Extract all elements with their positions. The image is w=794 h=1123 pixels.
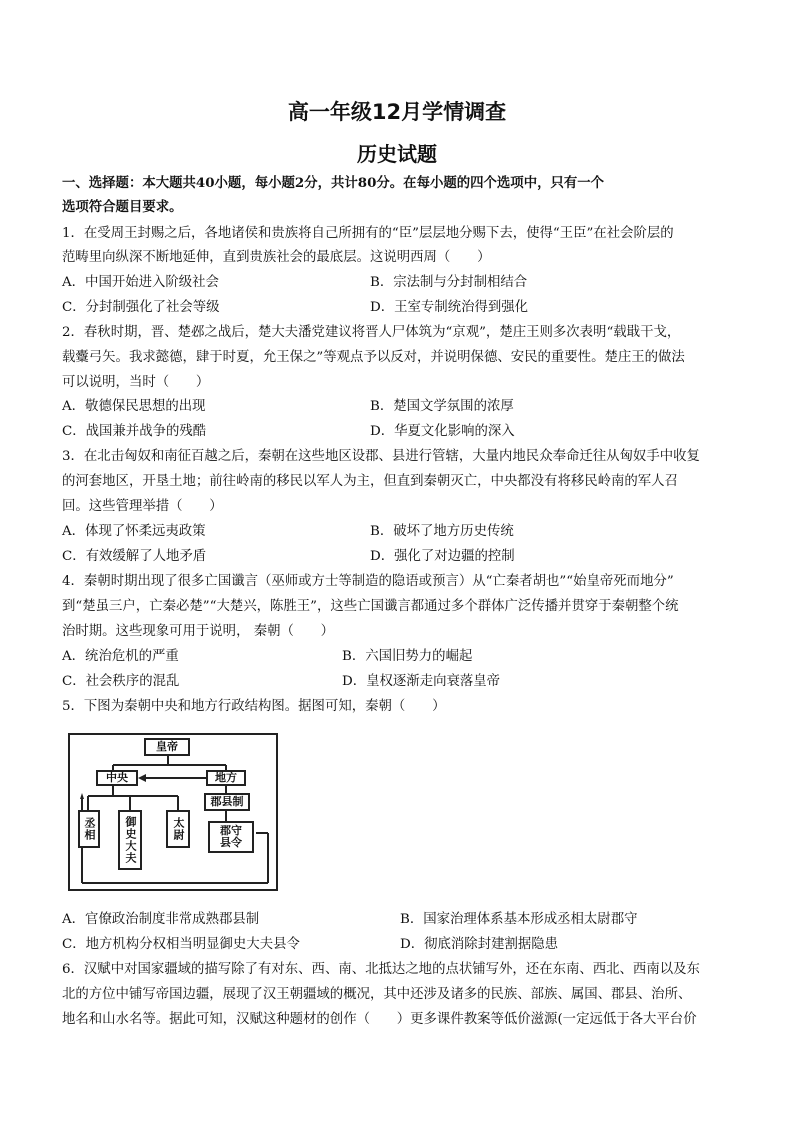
question-4-option-d[interactable]: D．皇权逐渐走向衰落皇帝 <box>342 674 501 689</box>
question-3-option-b[interactable]: B．破坏了地方历史传统 <box>370 524 514 539</box>
diagram-box-junxian: 郡县制 <box>204 793 250 811</box>
question-3-option-d[interactable]: D．强化了对边疆的控制 <box>370 549 515 564</box>
question-3-option-c[interactable]: C．有效缓解了人地矛盾 <box>62 549 207 564</box>
diagram-box-officials: 郡守县令 <box>208 821 254 853</box>
diagram-box-taiwei: 太尉 <box>166 810 190 848</box>
question-4-option-b[interactable]: B．六国旧势力的崛起 <box>342 649 473 664</box>
question-1-option-c[interactable]: C．分封制强化了社会等级 <box>62 300 220 315</box>
diagram-box-central: 中央 <box>96 770 138 786</box>
question-4-text: 4．秦朝时期出现了很多亡国谶言（巫师或方士等制造的隐语或预言）从“亡秦者胡也”“始皇帝死而地分” <box>62 574 674 589</box>
exam-title: 高一年级12月学情调查 <box>287 100 507 124</box>
question-2-option-b[interactable]: B．楚国文学氛围的浓厚 <box>370 399 514 414</box>
question-3-text: 3．在北击匈奴和南征百越之后，秦朝在这些地区设郡、县进行管辖，大量内地民众奉命迁往从匈奴手中收复 <box>62 449 700 464</box>
qin-admin-structure-diagram <box>68 733 280 893</box>
question-1-option-b[interactable]: B．宗法制与分封制相结合 <box>370 275 528 290</box>
section-instruction-cont: 选项符合题目要求。 <box>62 199 183 215</box>
question-5-option-b[interactable]: B．国家治理体系基本形成丞相太尉郡守 <box>400 912 638 927</box>
question-4-text: 到“楚虽三户，亡秦必楚”“大楚兴，陈胜王”，这些亡国谶言都通过多个群体广泛传播并贯穿于秦朝整个统 <box>62 599 679 614</box>
question-1-option-d[interactable]: D．王室专制统治得到强化 <box>370 300 529 315</box>
diagram-box-local: 地方 <box>206 770 246 786</box>
question-6-text: 6．汉赋中对国家疆域的描写除了有对东、西、南、北抵达之地的点状铺写外，还在东南、西北、西南以及东 <box>62 962 700 977</box>
diagram-box-emperor: 皇帝 <box>144 738 190 756</box>
question-2-text: 可以说明，当时（ ） <box>62 375 210 390</box>
question-5-option-a[interactable]: A．官僚政治制度非常成熟郡县制 <box>62 912 260 927</box>
question-3-option-a[interactable]: A．体现了怀柔远夷政策 <box>62 524 206 539</box>
question-1-option-a[interactable]: A．中国开始进入阶级社会 <box>62 275 219 290</box>
diagram-box-chancellor: 丞相 <box>78 810 100 848</box>
question-5-option-d[interactable]: D．彻底消除封建割据隐患 <box>400 937 559 952</box>
question-5-text: 5．下图为秦朝中央和地方行政结构图。据图可知，秦朝（ ） <box>62 699 446 714</box>
question-5-option-c[interactable]: C．地方机构分权相当明显御史大夫县令 <box>62 937 300 952</box>
question-1-text: 1．在受周王封赐之后，各地诸侯和贵族将自己所拥有的“臣”层层地分赐下去，使得“王臣”在社会阶层的 <box>62 226 674 241</box>
question-1-text: 范畴里向纵深不断地延伸，直到贵族社会的最底层。这说明西周（ ） <box>62 250 491 265</box>
question-4-text: 治时期。这些现象可用于说明， 秦朝（ ） <box>62 624 335 639</box>
question-2-option-c[interactable]: C．战国兼并战争的残酷 <box>62 424 207 439</box>
question-3-text: 的河套地区，开垦土地；前往岭南的移民以军人为主，但直到秦朝灭亡，中央都没有将移民岭南的军人召 <box>62 474 678 489</box>
question-4-option-a[interactable]: A．统治危机的严重 <box>62 649 179 664</box>
section-instruction: 一、选择题：本大题共40小题，每小题2分，共计80分。在每小题的四个选项中，只有一个 <box>62 175 605 191</box>
question-6-text: 北的方位中铺写帝国边疆，展现了汉王朝疆域的概况，其中还涉及诸多的民族、部族、属国、郡县、治所、 <box>62 987 692 1002</box>
question-2-text: 载櫜弓矢。我求懿德，肆于时夏，允王保之”等观点予以反对，并说明保德、安民的重要性。楚庄王的做法 <box>62 350 685 365</box>
question-2-option-d[interactable]: D．华夏文化影响的深入 <box>370 424 515 439</box>
exam-subtitle: 历史试题 <box>357 142 437 166</box>
question-2-text: 2．春秋时期，晋、楚邲之战后，楚大夫潘党建议将晋人尸体筑为“京观”，楚庄王则多次表明“载戢干戈， <box>62 325 681 340</box>
question-6-text: 地名和山水名等。据此可知，汉赋这种题材的创作（ ）更多课件教案等低价滋源(一定远低于各大平台价 <box>62 1012 697 1027</box>
question-4-option-c[interactable]: C．社会秩序的混乱 <box>62 674 180 689</box>
diagram-box-censor: 御史大夫 <box>118 810 142 870</box>
question-2-option-a[interactable]: A．敬德保民思想的出现 <box>62 399 206 414</box>
question-3-text: 回。这些管理举措（ ） <box>62 499 223 514</box>
